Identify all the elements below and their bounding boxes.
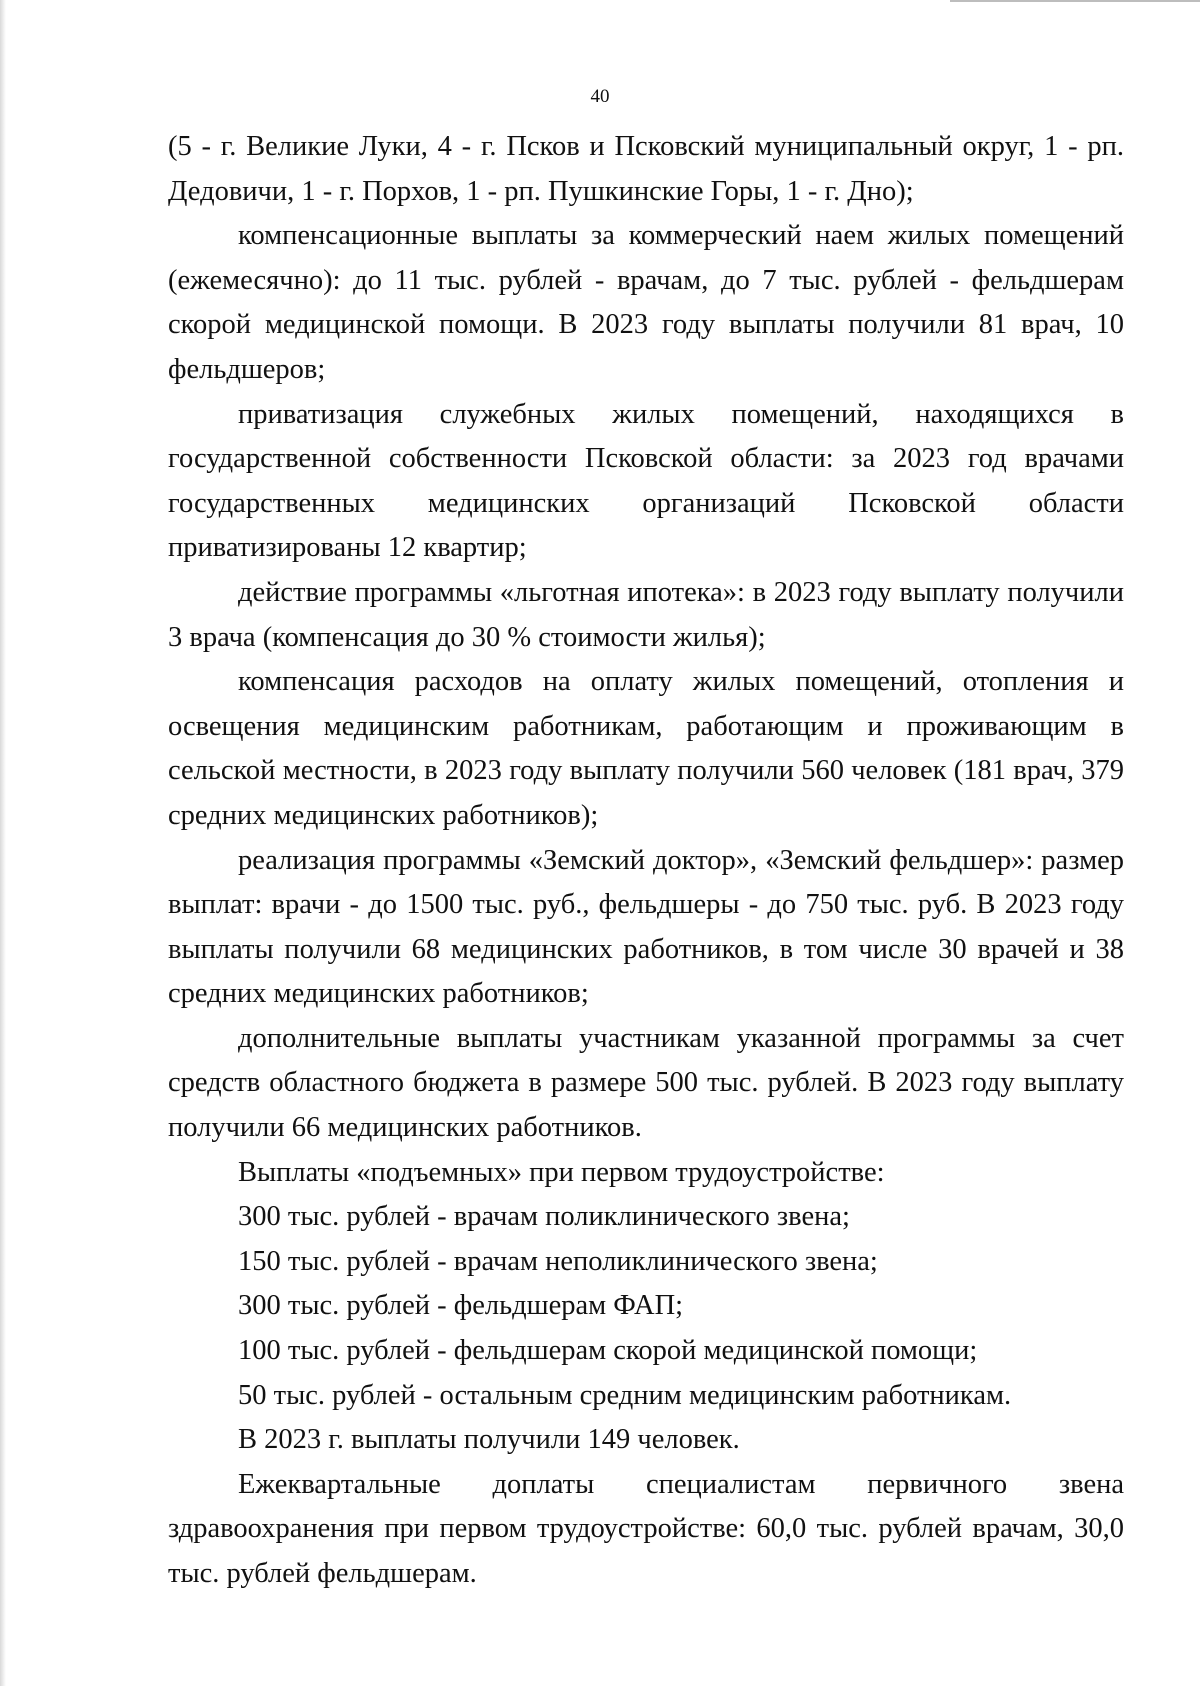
paragraph-quarterly-payments: Ежеквартальные доплаты специалистам первичного звена здравоохранения при первом трудоустройстве: 60,0 тыс. рублей врачам, 30,0 тыс. рублей фельдшерам. <box>168 1468 1124 1589</box>
paragraph-preferential-mortgage: действие программы «льготная ипотека»: в 2023 году выплату получили 3 врача (компенсация до 30 % стоимости жилья); <box>168 576 1124 653</box>
list-item: 150 тыс. рублей - врачам неполиклинического звена; <box>238 1245 878 1277</box>
paragraph-rural-compensation: компенсация расходов на оплату жилых помещений, отопления и освещения медицинским работникам, работающим и проживающим в сельской местности, в 2023 году выплату получили 560 человек (181 врач, 379 средних медицинских работников); <box>168 666 1124 831</box>
document-body <box>168 125 1124 1597</box>
scan-edge <box>0 0 6 1686</box>
paragraph-zemsky-doctor: реализация программы «Земский доктор», «Земский фельдшер»: размер выплат: врачи - до 1500 тыс. руб., фельдшеры - до 750 тыс. руб. В 2023 году выплаты получили 68 медицинских работников, в том числе 30 врачей и 38 средних медицинских работников; <box>168 844 1124 1010</box>
page-number: 40 <box>590 86 610 107</box>
list-heading: Выплаты «подъемных» при первом трудоустройстве: <box>238 1156 885 1188</box>
paragraph-additional-payments: дополнительные выплаты участникам указанной программы за счет средств областного бюджета в размере 500 тыс. рублей. В 2023 году выплату получили 66 медицинских работников. <box>168 1022 1124 1144</box>
scan-top-rule <box>950 0 1200 2</box>
paragraph-city-list: (5 - г. Великие Луки, 4 - г. Псков и Псковский муниципальный округ, 1 - рп. Дедовичи, 1 - г. Порхов, 1 - рп. Пушкинские Горы, 1 - г. Дно); <box>168 131 1124 207</box>
list-item: 50 тыс. рублей - остальным средним медицинским работникам. <box>238 1379 1012 1411</box>
list-item: 300 тыс. рублей - фельдшерам ФАП; <box>238 1290 684 1322</box>
paragraph-privatization: приватизация служебных жилых помещений, находящихся в государственной собственности Псковской области: за 2023 год врачами государственных медицинских организаций Псковской области приватизированы 12 квартир; <box>168 398 1124 564</box>
paragraph-rent-compensation: компенсационные выплаты за коммерческий наем жилых помещений (ежемесячно): до 11 тыс. рублей - врачам, до 7 тыс. рублей - фельдшерам скорой медицинской помощи. В 2023 году выплаты получили 81 врач, 10 фельдшеров; <box>168 220 1124 385</box>
list-summary: В 2023 г. выплаты получили 149 человек. <box>238 1424 740 1456</box>
list-item: 100 тыс. рублей - фельдшерам скорой медицинской помощи; <box>238 1335 978 1367</box>
list-item: 300 тыс. рублей - врачам поликлинического звена; <box>238 1201 850 1233</box>
